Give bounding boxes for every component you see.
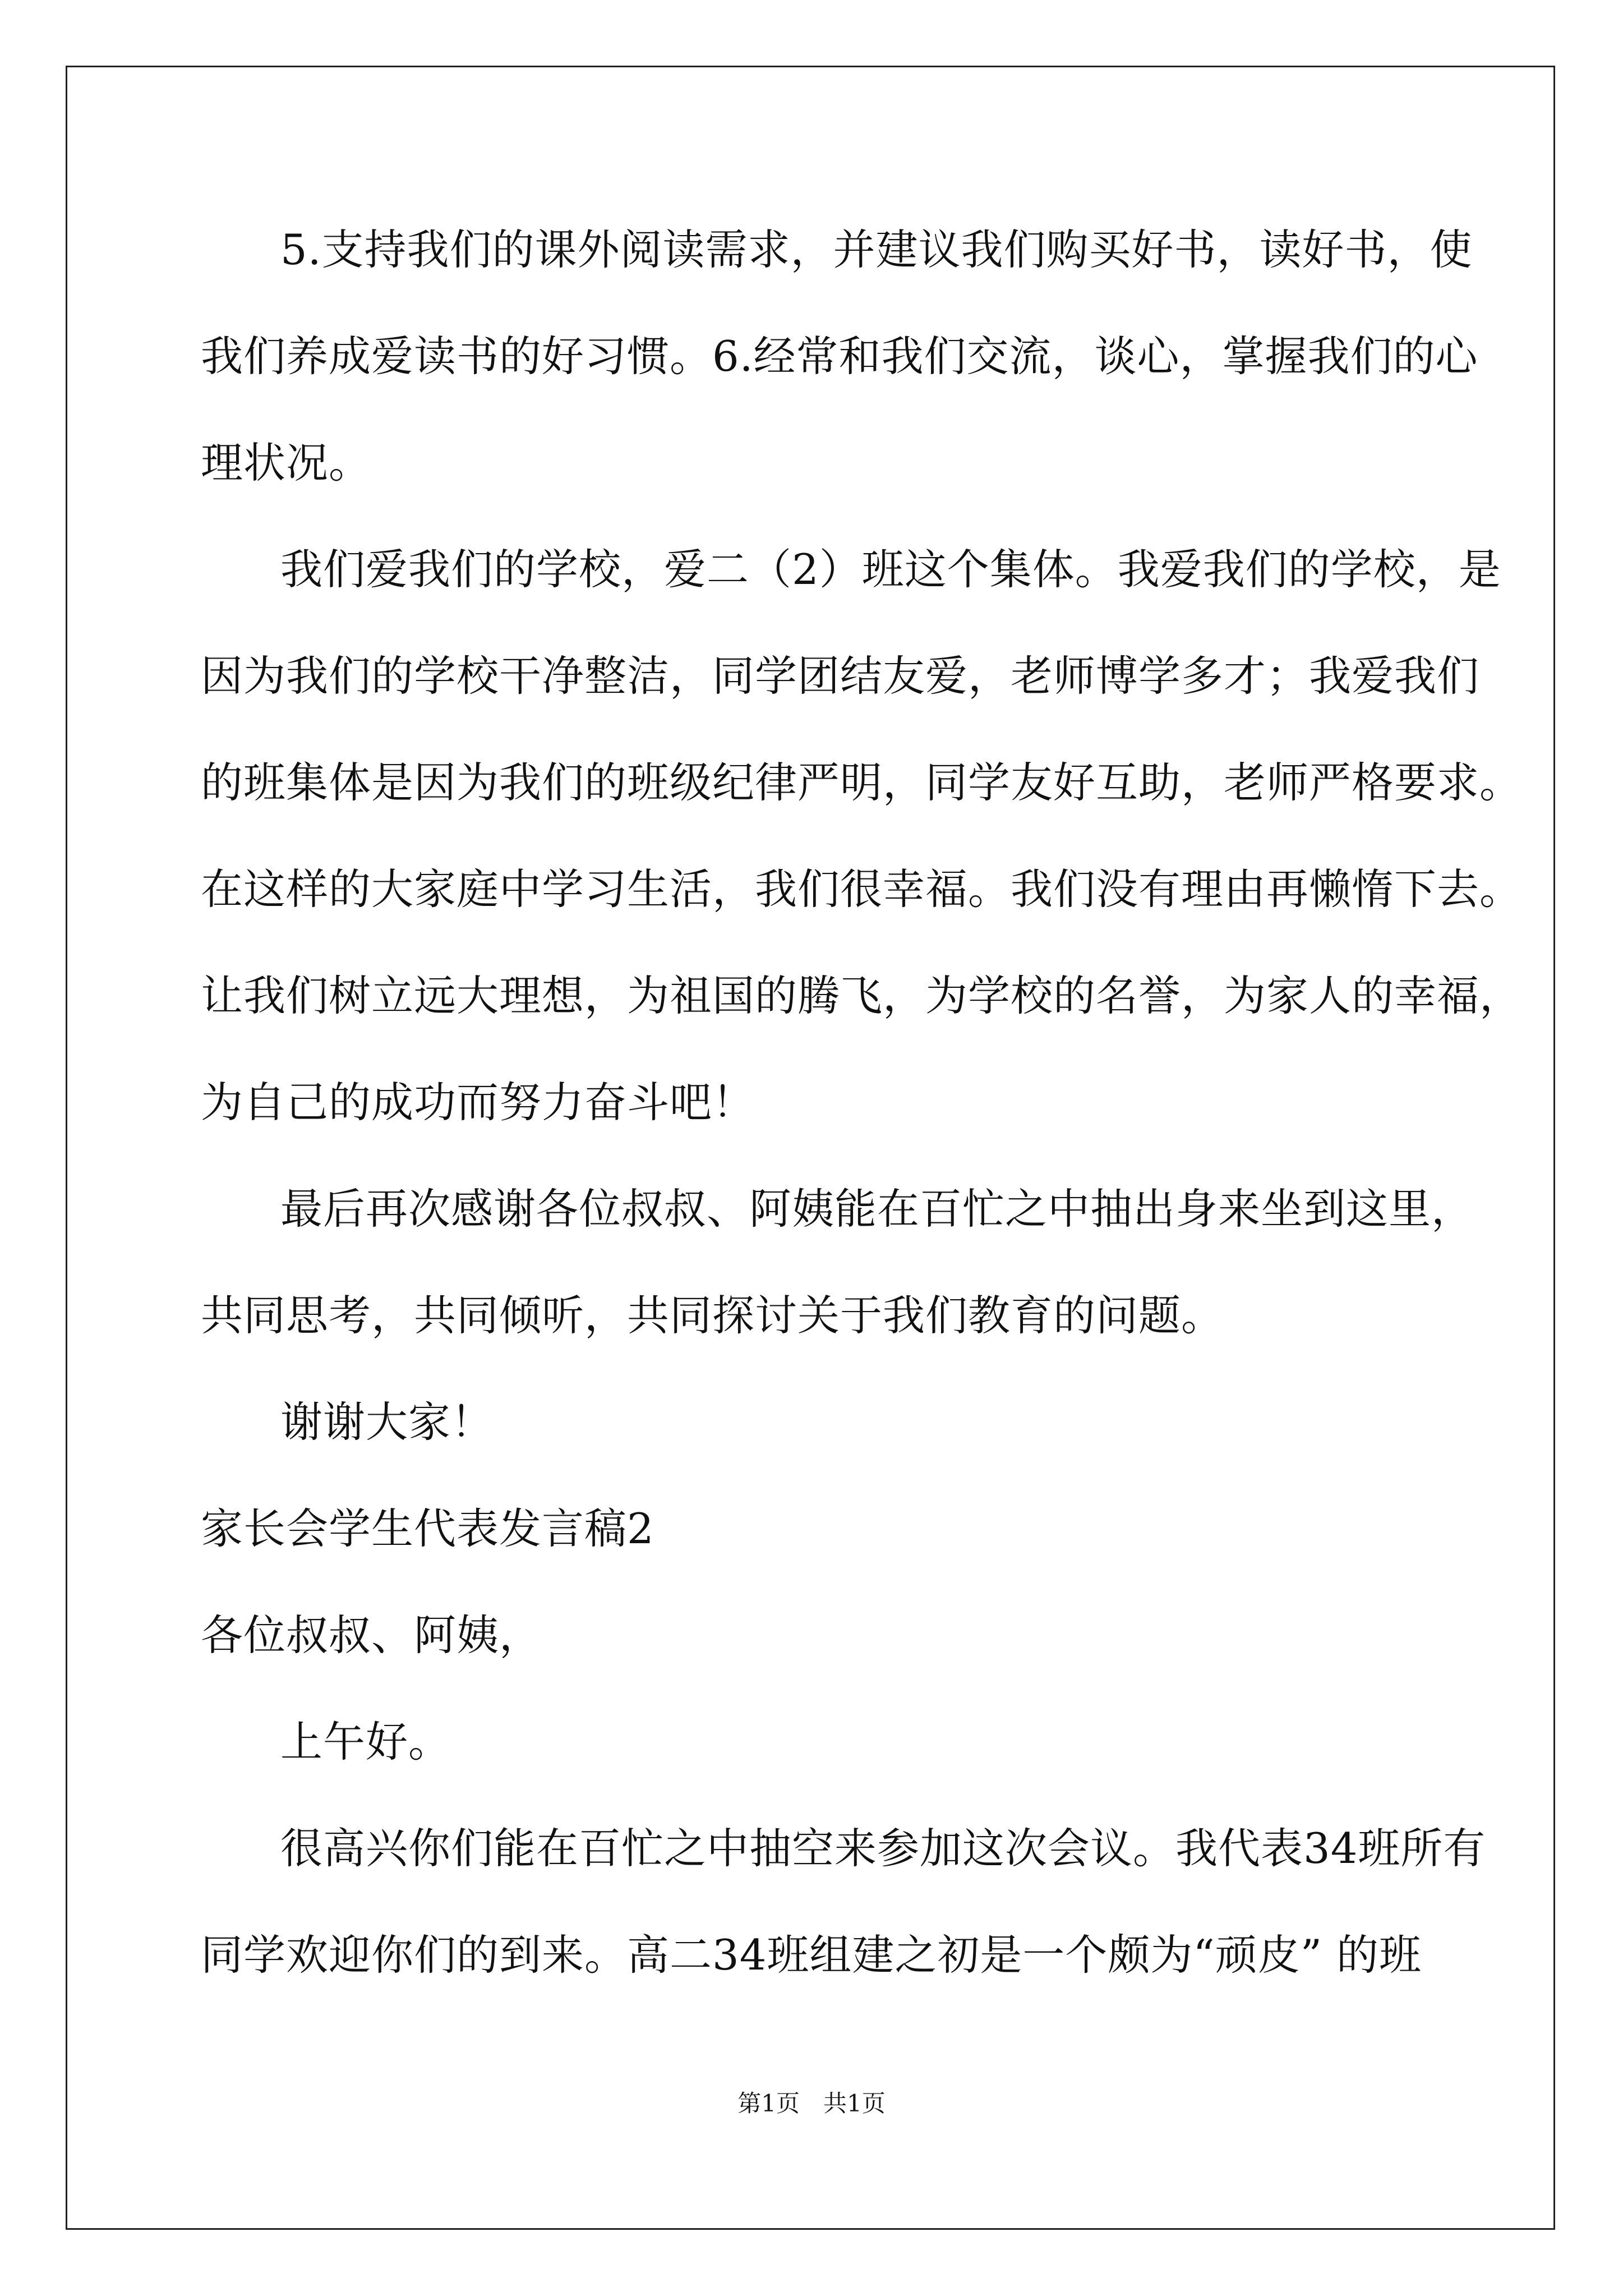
page-number-footer: 第1页 共1页 [737,2090,886,2117]
section-heading: 家长会学生代表发言稿2 [201,1504,654,1553]
paragraph-line: 理状况。 [201,438,372,487]
paragraph-line: 同学欢迎你们的到来。高二34班组建之初是一个颇为“顽皮” 的班 [201,1930,1422,1980]
paragraph-line: 我们养成爱读书的好习惯。6.经常和我们交流，谈心，掌握我们的心 [201,332,1478,381]
page-border [66,66,1555,2230]
paragraph-line: 我们爱我们的学校，爱二（2）班这个集体。我爱我们的学校，是 [280,545,1501,594]
paragraph-line: 共同思考，共同倾听，共同探讨关于我们教育的问题。 [201,1291,1224,1340]
paragraph-line: 让我们树立远大理想，为祖国的腾飞，为学校的名誉，为家人的幸福， [201,971,1523,1020]
paragraph-line: 为自己的成功而努力奋斗吧！ [201,1078,755,1127]
paragraph-line: 的班集体是因为我们的班级纪律严明，同学友好互助，老师严格要求。 [201,758,1523,807]
greeting: 上午好。 [280,1717,451,1766]
paragraph-line: 最后再次感谢各位叔叔、阿姨能在百忙之中抽出身来坐到这里， [280,1184,1474,1234]
paragraph-line: 因为我们的学校干净整洁，同学团结友爱，老师博学多才；我爱我们 [201,651,1480,701]
paragraph-line: 很高兴你们能在百忙之中抽空来参加这次会议。我代表34班所有 [280,1824,1486,1873]
paragraph-line: 5.支持我们的课外阅读需求，并建议我们购买好书，读好书，使 [280,225,1473,274]
salutation: 各位叔叔、阿姨， [201,1611,542,1660]
paragraph-line: 在这样的大家庭中学习生活，我们很幸福。我们没有理由再懒惰下去。 [201,864,1523,914]
closing-line: 谢谢大家！ [280,1397,494,1447]
